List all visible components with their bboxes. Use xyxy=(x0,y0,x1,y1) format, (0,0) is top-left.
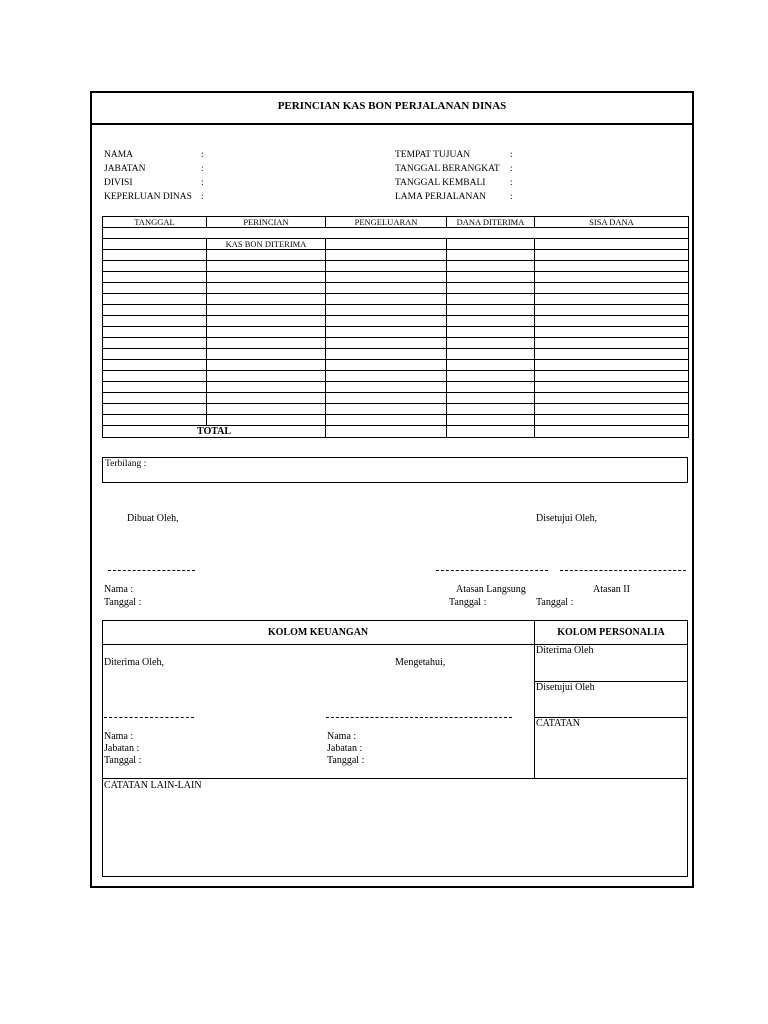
table-cell[interactable] xyxy=(103,272,207,283)
table-cell[interactable] xyxy=(207,294,326,305)
table-cell[interactable] xyxy=(535,250,689,261)
table-cell[interactable] xyxy=(103,327,207,338)
table-cell[interactable] xyxy=(207,371,326,382)
table-spacer-row xyxy=(103,228,689,239)
table-cell[interactable] xyxy=(447,360,535,371)
table-cell[interactable] xyxy=(207,415,326,426)
table-row xyxy=(103,415,689,426)
expense-table xyxy=(102,216,689,438)
table-cell[interactable] xyxy=(447,371,535,382)
table-cell[interactable] xyxy=(103,338,207,349)
header-dana-diterima: DANA DITERIMA xyxy=(447,217,535,228)
field-label-tempat-tujuan: TEMPAT TUJUAN xyxy=(395,150,471,160)
field-label-keperluan-dinas: KEPERLUAN DINAS xyxy=(104,192,192,202)
header-sisa-dana: SISA DANA xyxy=(535,217,689,228)
table-cell[interactable] xyxy=(535,349,689,360)
kas-bon-label: KAS BON DITERIMA xyxy=(207,239,326,250)
table-cell[interactable] xyxy=(103,382,207,393)
terbilang-label: Terbilang : xyxy=(105,459,147,469)
table-cell[interactable] xyxy=(326,250,447,261)
table-cell[interactable] xyxy=(447,294,535,305)
personalia-catatan-label: CATATAN xyxy=(536,718,580,729)
table-cell[interactable] xyxy=(447,382,535,393)
table-cell[interactable] xyxy=(103,250,207,261)
signature-line-atasan-ii xyxy=(560,570,686,571)
table-cell[interactable] xyxy=(535,371,689,382)
pembuat-nama-label: Nama : xyxy=(104,584,134,595)
header-divider xyxy=(102,644,688,645)
table-cell[interactable] xyxy=(535,327,689,338)
field-colon-tempat-tujuan: : xyxy=(510,150,513,160)
field-colon-lama-perjalanan: : xyxy=(510,192,513,202)
table-cell[interactable] xyxy=(207,250,326,261)
table-cell[interactable] xyxy=(207,327,326,338)
field-label-tanggal-berangkat: TANGGAL BERANGKAT xyxy=(395,164,500,174)
personalia-disetujui-oleh-label: Disetujui Oleh xyxy=(536,682,595,693)
table-cell[interactable] xyxy=(326,349,447,360)
field-colon-jabatan: : xyxy=(201,164,204,174)
total-label: TOTAL xyxy=(103,426,326,438)
table-row xyxy=(103,393,689,404)
table-row-kas-bon xyxy=(103,239,689,250)
table-cell[interactable] xyxy=(326,305,447,316)
field-label-nama: NAMA xyxy=(104,150,134,160)
table-row xyxy=(103,250,689,261)
table-row xyxy=(103,338,689,349)
terbilang-box[interactable] xyxy=(102,457,688,483)
table-row xyxy=(103,382,689,393)
field-label-divisi: DIVISI xyxy=(104,178,133,188)
kolom-personalia-header: KOLOM PERSONALIA xyxy=(557,627,665,638)
keuangan-diterima-oleh-label: Diterima Oleh, xyxy=(104,657,164,668)
table-row xyxy=(103,316,689,327)
table-cell[interactable] xyxy=(103,415,207,426)
table-cell[interactable] xyxy=(447,283,535,294)
table-cell[interactable] xyxy=(103,360,207,371)
table-row xyxy=(103,261,689,272)
field-label-jabatan: JABATAN xyxy=(104,164,146,174)
field-label-tanggal-kembali: TANGGAL KEMBALI xyxy=(395,178,486,188)
total-dana-diterima[interactable] xyxy=(447,426,535,438)
table-cell[interactable] xyxy=(447,272,535,283)
table-cell[interactable] xyxy=(103,294,207,305)
table-cell[interactable] xyxy=(326,393,447,404)
table-cell[interactable] xyxy=(535,239,689,250)
table-cell[interactable] xyxy=(103,371,207,382)
table-cell[interactable] xyxy=(447,239,535,250)
table-cell[interactable] xyxy=(535,283,689,294)
table-cell[interactable] xyxy=(447,404,535,415)
table-cell[interactable] xyxy=(326,272,447,283)
table-row xyxy=(103,272,689,283)
table-row xyxy=(103,360,689,371)
table-cell[interactable] xyxy=(326,261,447,272)
table-cell[interactable] xyxy=(326,382,447,393)
table-cell[interactable] xyxy=(535,316,689,327)
table-row xyxy=(103,327,689,338)
table-total-row xyxy=(103,426,689,438)
personalia-diterima-oleh-label: Diterima Oleh xyxy=(536,645,594,656)
table-cell[interactable] xyxy=(535,415,689,426)
table-cell[interactable] xyxy=(326,415,447,426)
table-cell[interactable] xyxy=(535,382,689,393)
field-colon-tanggal-berangkat: : xyxy=(510,164,513,174)
table-cell[interactable] xyxy=(207,272,326,283)
keuangan-left-tanggal: Tanggal : xyxy=(104,755,142,766)
table-row xyxy=(103,404,689,415)
table-cell[interactable] xyxy=(207,360,326,371)
signature-line-pembuat xyxy=(108,570,195,571)
field-colon-keperluan-dinas: : xyxy=(201,192,204,202)
table-cell[interactable] xyxy=(207,382,326,393)
table-cell[interactable] xyxy=(326,327,447,338)
atasan-ii-tanggal-label: Tanggal : xyxy=(536,597,574,608)
table-row xyxy=(103,349,689,360)
table-row xyxy=(103,371,689,382)
total-pengeluaran[interactable] xyxy=(326,426,447,438)
table-cell[interactable] xyxy=(103,239,207,250)
table-cell[interactable] xyxy=(207,338,326,349)
field-colon-nama: : xyxy=(201,150,204,160)
table-cell[interactable] xyxy=(207,261,326,272)
table-cell[interactable] xyxy=(207,404,326,415)
table-cell[interactable] xyxy=(535,338,689,349)
table-cell[interactable] xyxy=(326,239,447,250)
atasan-langsung-tanggal-label: Tanggal : xyxy=(449,597,487,608)
table-cell[interactable] xyxy=(535,393,689,404)
header-perincian: PERINCIAN xyxy=(207,217,326,228)
table-cell[interactable] xyxy=(103,316,207,327)
table-row xyxy=(103,294,689,305)
keuangan-left-nama: Nama : xyxy=(104,731,134,742)
table-cell[interactable] xyxy=(447,316,535,327)
signature-line-penerima-keuangan xyxy=(104,717,194,718)
table-cell[interactable] xyxy=(535,272,689,283)
table-cell[interactable] xyxy=(207,349,326,360)
table-cell[interactable] xyxy=(447,327,535,338)
table-cell[interactable] xyxy=(103,261,207,272)
table-cell[interactable] xyxy=(207,316,326,327)
total-sisa-dana[interactable] xyxy=(535,426,689,438)
keuangan-right-tanggal: Tanggal : xyxy=(327,755,365,766)
kolom-keuangan-header: KOLOM KEUANGAN xyxy=(267,627,369,638)
disetujui-oleh-label: Disetujui Oleh, xyxy=(536,513,598,524)
signature-line-mengetahui-keuangan xyxy=(326,717,512,718)
title-divider xyxy=(90,123,694,125)
table-cell[interactable] xyxy=(326,371,447,382)
table-row xyxy=(103,305,689,316)
table-cell[interactable] xyxy=(326,283,447,294)
table-cell[interactable] xyxy=(447,261,535,272)
table-cell[interactable] xyxy=(326,360,447,371)
table-header-row xyxy=(103,217,689,228)
field-colon-divisi: : xyxy=(201,178,204,188)
table-cell[interactable] xyxy=(207,283,326,294)
table-cell[interactable] xyxy=(447,349,535,360)
table-cell[interactable] xyxy=(447,338,535,349)
keuangan-mengetahui-label: Mengetahui, xyxy=(395,657,446,668)
table-cell[interactable] xyxy=(535,404,689,415)
atasan-ii-label: Atasan II xyxy=(593,584,630,595)
table-cell[interactable] xyxy=(535,261,689,272)
pembuat-tanggal-label: Tanggal : xyxy=(104,597,142,608)
table-cell[interactable] xyxy=(535,305,689,316)
table-cell[interactable] xyxy=(103,305,207,316)
table-cell[interactable] xyxy=(326,404,447,415)
keuangan-right-jabatan: Jabatan : xyxy=(327,743,363,754)
catatan-lain-divider xyxy=(102,778,688,779)
table-row xyxy=(103,283,689,294)
table-cell[interactable] xyxy=(447,305,535,316)
table-cell[interactable] xyxy=(103,393,207,404)
table-cell[interactable] xyxy=(447,415,535,426)
table-cell[interactable] xyxy=(103,404,207,415)
table-cell[interactable] xyxy=(326,294,447,305)
atasan-langsung-label: Atasan Langsung xyxy=(456,584,526,595)
keuangan-right-nama: Nama : xyxy=(327,731,357,742)
form-title: PERINCIAN KAS BON PERJALANAN DINAS xyxy=(277,100,507,112)
table-cell[interactable] xyxy=(535,294,689,305)
table-cell[interactable] xyxy=(326,338,447,349)
field-colon-tanggal-kembali: : xyxy=(510,178,513,188)
table-cell[interactable] xyxy=(103,349,207,360)
header-tanggal: TANGGAL xyxy=(103,217,207,228)
table-cell[interactable] xyxy=(207,393,326,404)
keuangan-left-jabatan: Jabatan : xyxy=(104,743,140,754)
table-cell[interactable] xyxy=(447,393,535,404)
table-cell[interactable] xyxy=(326,316,447,327)
table-cell[interactable] xyxy=(535,360,689,371)
signature-line-atasan-langsung xyxy=(436,570,548,571)
header-pengeluaran: PENGELUARAN xyxy=(326,217,447,228)
catatan-lain-label: CATATAN LAIN-LAIN xyxy=(104,780,202,791)
table-cell[interactable] xyxy=(447,250,535,261)
table-cell[interactable] xyxy=(103,283,207,294)
field-label-lama-perjalanan: LAMA PERJALANAN xyxy=(395,192,487,202)
table-cell[interactable] xyxy=(207,305,326,316)
dibuat-oleh-label: Dibuat Oleh, xyxy=(127,513,179,524)
